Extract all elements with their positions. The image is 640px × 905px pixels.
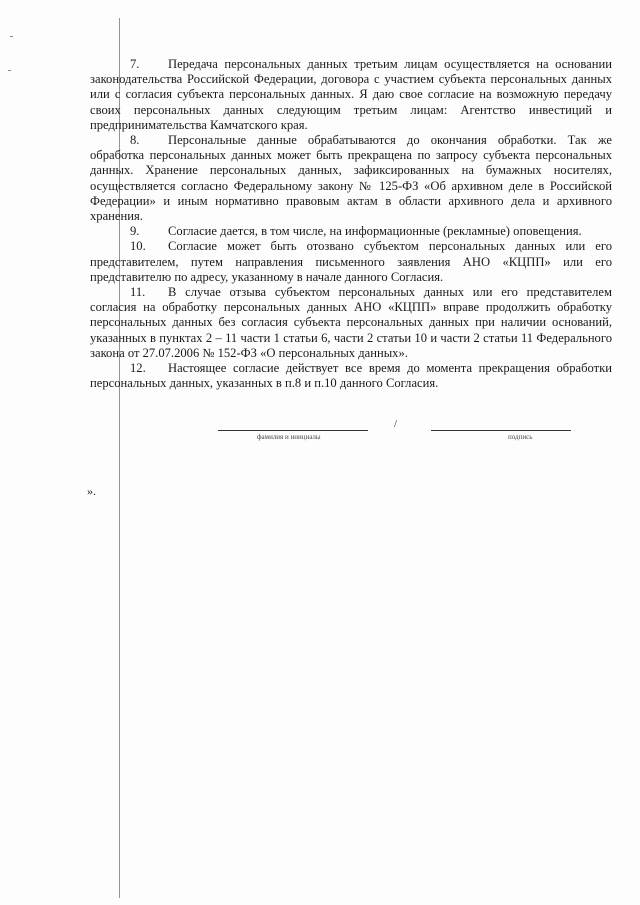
name-caption: фамилия и инициалы [257, 433, 321, 441]
paragraph-8 [90, 133, 612, 224]
paragraph-12 [90, 361, 612, 391]
paragraph-number: 8. [130, 133, 140, 148]
signature-line [431, 430, 571, 431]
paragraph-text: В случае отзыва субъектом персональных данных или его представителем согласия на обработку персональных данных АНО «КЦПП» вправе продолжить обработку персональных данных без согласия субъекта персональных данных при наличии оснований, указанных в пунктах 2 – 11 части 1 статьи 6, части 2 статьи 10 и части 2 статьи 11 Федерального закона от 27.07.2006 № 152-ФЗ «О персональных данных». [90, 285, 612, 360]
signature-separator: / [394, 418, 398, 430]
paragraph-number: 7. [130, 57, 140, 71]
paragraph-text: Передача персональных данных третьим лицам осуществляется на основании законодательства Российской Федерации, договора с участием субъекта персональных данных или с согласия субъекта персональных данных. Я даю свое согласие на возможную передачу своих персональных данных следующим третьим лицам: Агентство инвестиций и предпринимательства Камчатского края. [90, 57, 612, 132]
paragraph-number: 10. [130, 239, 146, 254]
scan-speck [10, 36, 13, 37]
signature-block [0, 418, 640, 448]
paragraph-11 [90, 285, 612, 361]
closing-quote: ». [87, 484, 96, 498]
signature-caption: подпись [508, 433, 533, 441]
paragraph-9 [90, 224, 612, 239]
paragraph-text: Согласие может быть отозвано субъектом персональных данных или его представителем, путем направления письменного заявления АНО «КЦПП» или его представителю по адресу, указанному в начале данного Согласия. [90, 239, 612, 284]
paragraph-number: 12. [130, 361, 146, 376]
paragraph-text: Настоящее согласие действует все время до момента прекращения обработки персональных данных, указанных в п.8 и п.10 данного Согласия. [90, 361, 612, 391]
consent-text [90, 57, 612, 391]
scan-speck [8, 70, 11, 71]
paragraph-text: Персональные данные обрабатываются до окончания обработки. Так же обработка персональных данных может быть прекращена по запросу субъекта персональных данных. Хранение персональных данных, зафиксированных на бумажных носителях, осуществляется согласно Федеральному закону № 125-ФЗ «Об архивном деле в Российской Федерации» и иным нормативно правовым актам в области архивного дела и архивного хранения. [90, 133, 612, 224]
paragraph-7 [90, 57, 612, 133]
paragraph-number: 9. [130, 224, 140, 239]
paragraph-text: Согласие дается, в том числе, на информационные (рекламные) оповещения. [168, 224, 582, 239]
name-signature-line [218, 430, 368, 431]
paragraph-number: 11. [130, 285, 146, 300]
paragraph-10 [90, 239, 612, 285]
